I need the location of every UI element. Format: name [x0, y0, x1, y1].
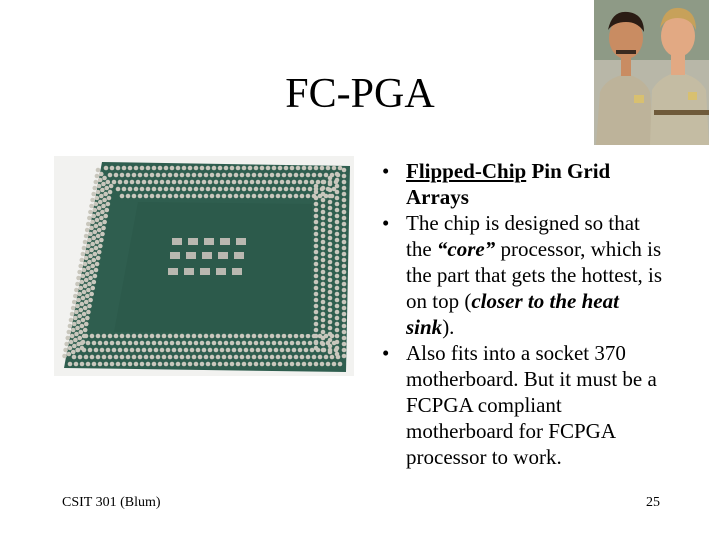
- officers-photo: [594, 0, 709, 145]
- bullet-text: Also fits into a socket 370 motherboard. But it must be a FCPGA compliant motherboard for FCPGA processor to work.: [406, 341, 657, 469]
- bullet-text: ).: [442, 315, 455, 339]
- bullet-list: [378, 158, 668, 470]
- bullet-dot: •: [382, 159, 390, 183]
- bullet-text: processor, which is the part that gets the hottest, is on top (: [406, 237, 663, 313]
- bullet-dot: •: [382, 341, 390, 365]
- chip-graphic: [54, 156, 354, 376]
- bullet-item: [378, 158, 668, 210]
- bullet-item: [378, 210, 668, 340]
- bullet-text: “core”: [436, 237, 496, 261]
- bullet-dot: •: [382, 211, 390, 235]
- footer-page-number: 25: [646, 495, 660, 510]
- bullet-text: Flipped-Chip: [406, 159, 527, 183]
- chip-core-area: [114, 202, 312, 334]
- bullet-text: closer to the heat sink: [406, 289, 619, 339]
- bullet-text: The chip is designed so that the: [406, 211, 640, 261]
- footer-course: CSIT 301 (Blum): [62, 495, 161, 510]
- officers-photo-graphic: [594, 0, 709, 145]
- bullet-text: Pin Grid Arrays: [406, 159, 611, 209]
- bullet-item: [378, 340, 668, 470]
- slide-title: FC-PGA: [285, 71, 435, 117]
- fc-pga-chip-image: [54, 156, 354, 376]
